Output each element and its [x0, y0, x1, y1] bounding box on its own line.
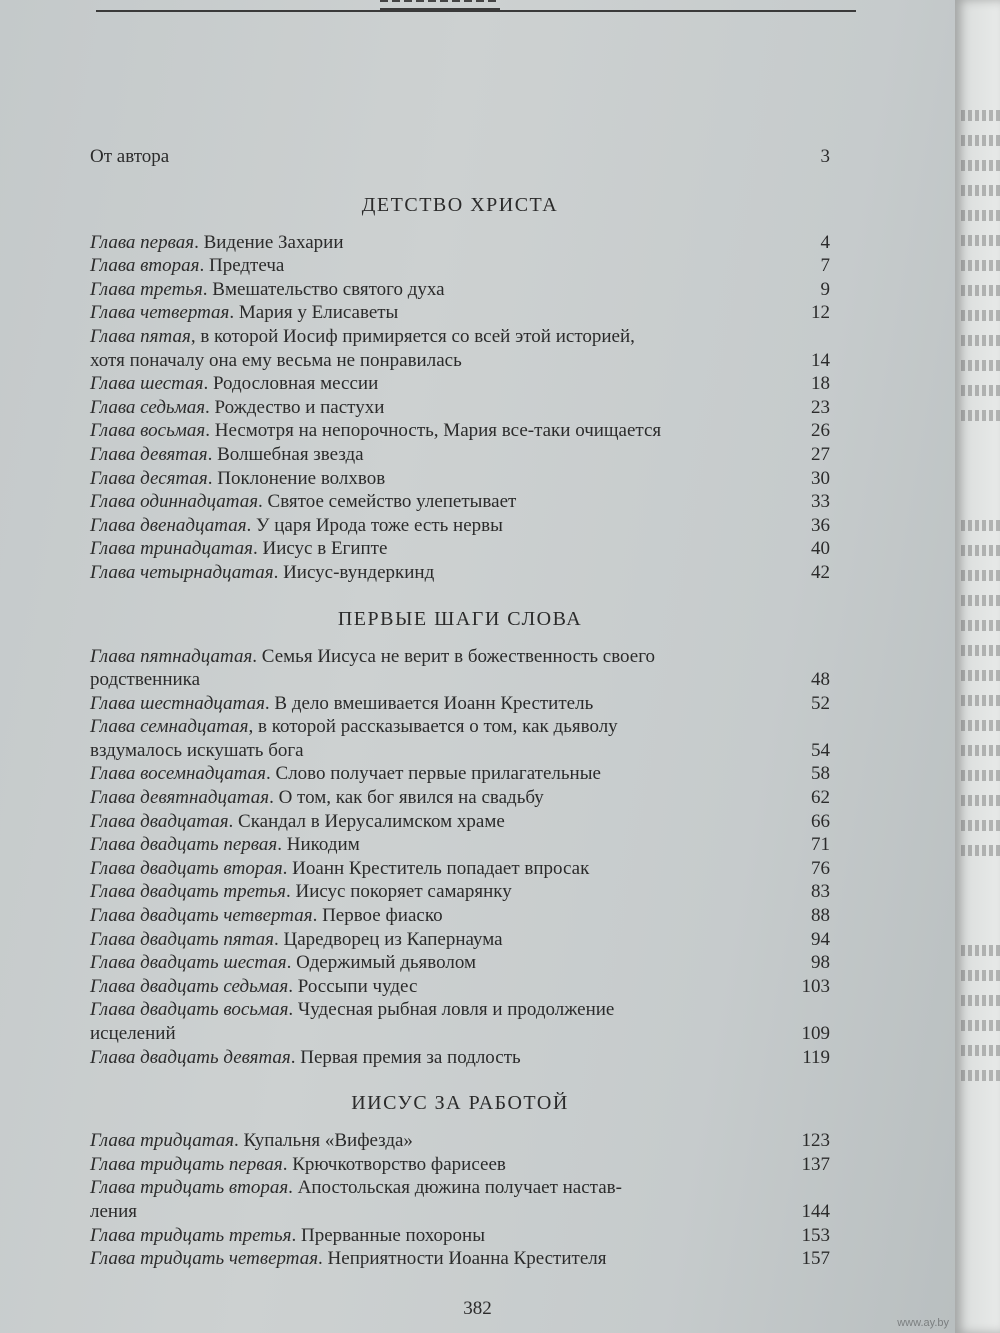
chapter-label: Глава девятая [90, 443, 208, 465]
facing-page-text-fragment [961, 135, 1000, 146]
toc-entry-line [90, 349, 830, 373]
chapter-title: . О том, как бог явился на свадьбу [269, 787, 544, 809]
toc-entry-page: 83 [811, 881, 830, 903]
toc-entry [90, 467, 830, 491]
toc-entry-text [90, 325, 802, 349]
facing-page-text-fragment [961, 1045, 1000, 1056]
toc-entry-page: 26 [811, 420, 830, 442]
facing-page-text-fragment [961, 385, 1000, 396]
toc-entry-page: 30 [811, 467, 830, 489]
chapter-title: ления [90, 1200, 137, 1222]
chapter-label: Глава четвертая [90, 302, 230, 324]
toc-entry [90, 372, 830, 396]
toc-entry-text [90, 254, 802, 278]
toc-entry-page: 88 [811, 905, 830, 927]
chapter-title: . Слово получает первые прилагательные [266, 763, 601, 785]
facing-page-text-fragment [961, 720, 1000, 731]
chapter-title: . Святое семейство улепетывает [258, 491, 517, 513]
facing-page-text-fragment [961, 1020, 1000, 1031]
toc-entry-page: 137 [801, 1153, 830, 1175]
toc-entry-line [90, 928, 830, 952]
chapter-title: . Россыпи чудес [288, 975, 418, 997]
toc-entry [90, 254, 830, 278]
toc-entry-text [90, 857, 802, 881]
chapter-title: . Царедворец из Капернаума [274, 928, 503, 950]
toc-entry-line [90, 739, 830, 763]
facing-page-text-fragment [961, 360, 1000, 371]
toc-entry-line [90, 301, 830, 325]
facing-page-text-fragment [961, 620, 1000, 631]
toc-entry-line [90, 396, 830, 420]
toc-entry [90, 325, 830, 372]
toc-entry-line [90, 325, 830, 349]
chapter-title: , в которой рассказывается о том, как дьяволу [248, 716, 618, 738]
facing-page-text-fragment [961, 260, 1000, 271]
toc-entry-line [90, 1046, 830, 1070]
toc-entry-text [90, 645, 802, 669]
watermark: www.ay.by [897, 1317, 949, 1329]
chapter-label: Глава тридцать вторая [90, 1177, 289, 1199]
toc-entry-page: 119 [802, 1046, 830, 1068]
toc-entry [90, 396, 830, 420]
toc-entry-text [90, 1176, 802, 1200]
toc-entry-line [90, 786, 830, 810]
toc-entry-page: 52 [811, 692, 830, 714]
toc-entry-page: 94 [811, 928, 830, 950]
chapter-label: Глава тридцать третья [90, 1224, 292, 1246]
toc-entry-page: 54 [811, 739, 830, 761]
toc-entry [90, 1247, 830, 1271]
toc-entry-author-preface [90, 145, 830, 169]
toc-entry [90, 833, 830, 857]
chapter-title: . Крючкотворство фарисеев [282, 1153, 506, 1175]
facing-page-text-fragment [961, 595, 1000, 606]
section-heading: ИИСУС ЗА РАБОТОЙ [351, 1092, 569, 1115]
toc-entry [90, 1129, 830, 1153]
toc-entry [90, 1046, 830, 1070]
chapter-title: . Видение Захарии [194, 231, 344, 253]
facing-page-text-fragment [961, 795, 1000, 806]
toc-entry-page: 14 [811, 349, 830, 371]
toc-entry [90, 928, 830, 952]
toc-entry-line [90, 668, 830, 692]
toc-entry [90, 561, 830, 585]
facing-page-text-fragment [961, 310, 1000, 321]
chapter-label: Глава шестнадцатая [90, 692, 265, 714]
toc-entry-text [90, 349, 802, 373]
toc-entry-text [90, 833, 802, 857]
toc-entry-line [90, 278, 830, 302]
chapter-title: . Иоанн Креститель попадает впросак [282, 857, 590, 879]
chapter-title: . Волшебная звезда [207, 443, 364, 465]
chapter-title: . Родословная мессии [203, 373, 379, 395]
chapter-label: Глава двадцать третья [90, 881, 286, 903]
toc-entry-line [90, 762, 830, 786]
toc-entry [90, 301, 830, 325]
toc-entry-page: 3 [820, 146, 830, 167]
chapter-label: Глава девятнадцатая [90, 787, 270, 809]
chapter-title: . Мария у Елисаветы [229, 302, 399, 324]
toc-entry [90, 645, 830, 692]
toc-entry-page: 27 [811, 443, 830, 465]
facing-page-text-fragment [961, 235, 1000, 246]
chapter-label: Глава двадцать шестая [90, 952, 287, 974]
toc-entry-line [90, 254, 830, 278]
toc-entry-page: 12 [811, 302, 830, 324]
toc-entry-text [90, 880, 802, 904]
chapter-label: Глава четырнадцатая [90, 561, 274, 583]
toc-entry-line [90, 857, 830, 881]
toc-entry-text [90, 762, 802, 786]
toc-entry-text [90, 561, 802, 585]
toc-entry [90, 975, 830, 999]
toc-entry-text [90, 443, 802, 467]
toc-entry-line [90, 443, 830, 467]
toc-entry-line [90, 998, 830, 1022]
facing-page-text-fragment [961, 185, 1000, 196]
chapter-title: . Вмешательство святого духа [202, 278, 445, 300]
chapter-title: вздумалось искушать бога [90, 739, 304, 761]
toc-entry-text [90, 231, 802, 255]
facing-page-text-fragment [961, 670, 1000, 681]
toc-entry [90, 904, 830, 928]
chapter-label: Глава тридцатая [90, 1130, 235, 1152]
chapter-title: родственника [90, 669, 201, 691]
toc-entry [90, 514, 830, 538]
toc-entry-text [90, 928, 802, 952]
toc-entry-text [90, 301, 802, 325]
chapter-label: Глава восемнадцатая [90, 763, 267, 785]
toc-entry-text [90, 1153, 802, 1177]
toc-entry-line [90, 1224, 830, 1248]
toc-entry-text [90, 1046, 802, 1070]
toc-entry-page: 144 [801, 1200, 830, 1222]
chapter-title: . Первая премия за подлость [290, 1046, 521, 1068]
chapter-title: . Апостольская дюжина получает настав- [288, 1177, 622, 1199]
chapter-label: Глава тридцать четвертая [90, 1248, 319, 1270]
toc-entry-text [90, 467, 802, 491]
toc-entry [90, 537, 830, 561]
chapter-title: . Иисус в Египте [252, 538, 388, 560]
toc-entry-line [90, 951, 830, 975]
chapter-label: Глава двадцатая [90, 810, 229, 832]
table-of-contents [90, 145, 830, 1271]
toc-entry-text [90, 739, 802, 763]
chapter-label: Глава пятнадцатая [90, 645, 253, 667]
toc-entry [90, 857, 830, 881]
chapter-title: . У царя Ирода тоже есть нервы [246, 514, 503, 536]
toc-entry-page: 9 [820, 278, 830, 300]
chapter-title: . Никодим [277, 834, 360, 856]
chapter-title: . Купальня «Вифезда» [234, 1130, 413, 1152]
facing-page-text-fragment [961, 335, 1000, 346]
toc-entry-line [90, 880, 830, 904]
toc-entry-title: От автора [90, 146, 170, 167]
toc-entry-page: 40 [811, 538, 830, 560]
chapter-title: . Предтеча [199, 255, 285, 277]
toc-entry [90, 419, 830, 443]
toc-entry [90, 762, 830, 786]
facing-page-text-fragment [961, 645, 1000, 656]
facing-page-text-fragment [961, 1070, 1000, 1081]
facing-page-text-fragment [961, 820, 1000, 831]
toc-entry-text [90, 1200, 802, 1224]
chapter-title: . Иисус-вундеркинд [273, 561, 435, 583]
toc-entry-text [90, 1247, 802, 1271]
chapter-label: Глава десятая [90, 467, 208, 489]
chapter-title: исцелений [90, 1023, 176, 1044]
toc-entry-text [90, 1224, 802, 1248]
toc-entry-page: 23 [811, 396, 830, 418]
toc-entry-page: 71 [811, 834, 830, 856]
toc-entry-page: 58 [811, 763, 830, 785]
toc-entry-text [90, 419, 802, 443]
toc-entry [90, 443, 830, 467]
toc-entry-page: 66 [811, 810, 830, 832]
chapter-label: Глава первая [90, 231, 195, 253]
chapter-label: Глава двадцать седьмая [90, 975, 289, 997]
chapter-label: Глава двадцать девятая [90, 1046, 291, 1068]
toc-entry [90, 951, 830, 975]
chapter-title: . В дело вмешивается Иоанн Креститель [264, 692, 594, 714]
toc-entry-page: 98 [811, 952, 830, 974]
toc-entry-page: 109 [801, 1023, 830, 1044]
section-heading: ПЕРВЫЕ ШАГИ СЛОВА [337, 607, 583, 630]
toc-entry-text [90, 372, 802, 396]
toc-entry [90, 1224, 830, 1248]
cropped-running-head [380, 0, 500, 10]
facing-page-text-fragment [961, 285, 1000, 296]
facing-page-text-fragment [961, 745, 1000, 756]
toc-entry [90, 715, 830, 762]
facing-page-text-fragment [961, 945, 1000, 956]
toc-entry-text [90, 975, 802, 999]
toc-entry-text [90, 998, 802, 1022]
facing-page-text-fragment [961, 160, 1000, 171]
chapter-title: . Скандал в Иерусалимском храме [228, 810, 505, 832]
toc-entry-text [90, 278, 802, 302]
toc-entry-line [90, 1200, 830, 1224]
chapter-title: . Прерванные похороны [291, 1224, 485, 1246]
toc-entry-text [90, 810, 802, 834]
toc-entry-line [90, 231, 830, 255]
toc-entry-line [90, 1176, 830, 1200]
toc-entry-text [90, 537, 802, 561]
toc-entry-line [90, 975, 830, 999]
toc-entry-line [90, 561, 830, 585]
chapter-title: . Семья Иисуса не верит в божественность своего [252, 645, 656, 667]
toc-entry [90, 1176, 830, 1223]
toc-entry [90, 880, 830, 904]
chapter-label: Глава семнадцатая [90, 716, 249, 738]
chapter-title: хотя поначалу она ему весьма не понравилась [90, 349, 462, 371]
facing-page-text-fragment [961, 210, 1000, 221]
facing-page-text-fragment [961, 520, 1000, 531]
chapter-label: Глава вторая [90, 255, 200, 277]
facing-page-text-fragment [961, 110, 1000, 121]
toc-entry-line [90, 419, 830, 443]
facing-page-edge [955, 0, 1000, 1333]
toc-entry-text [90, 514, 802, 538]
toc-entry-text [90, 786, 802, 810]
toc-entry-text [90, 715, 802, 739]
toc-entry-line [90, 372, 830, 396]
chapter-label: Глава одиннадцатая [90, 491, 259, 513]
chapter-label: Глава пятая [90, 325, 191, 347]
toc-entry-line [90, 645, 830, 669]
chapter-label: Глава двадцать вторая [90, 857, 283, 879]
toc-entry-line [90, 490, 830, 514]
chapter-label: Глава третья [90, 278, 203, 300]
toc-entry [90, 1153, 830, 1177]
chapter-label: Глава двадцать четвертая [90, 905, 313, 927]
toc-entry [90, 786, 830, 810]
toc-entry-line [90, 467, 830, 491]
chapter-title: . Неприятности Иоанна Крестителя [318, 1248, 607, 1270]
toc-entry [90, 692, 830, 716]
chapter-title: . Рождество и пастухи [205, 396, 385, 418]
section-heading: ДЕТСТВО ХРИСТА [361, 193, 559, 216]
chapter-title: . Поклонение волхвов [207, 467, 386, 489]
toc-entry-page: 76 [811, 857, 830, 879]
toc-entry-text [90, 1022, 802, 1046]
page-number: 382 [463, 1298, 492, 1319]
toc-entry-line [90, 692, 830, 716]
toc-entry [90, 231, 830, 255]
toc-entry-page: 62 [811, 787, 830, 809]
chapter-title: , в которой Иосиф примиряется со всей этой историей, [190, 325, 635, 347]
toc-entry-line [90, 833, 830, 857]
chapter-label: Глава двадцать первая [90, 834, 278, 856]
toc-sections [90, 193, 830, 1271]
toc-entry-page: 36 [811, 514, 830, 536]
toc-entry-page: 7 [820, 255, 830, 277]
toc-entry-text [90, 951, 802, 975]
toc-entry-line [90, 810, 830, 834]
toc-entry-text [90, 904, 802, 928]
toc-entry-page: 18 [811, 373, 830, 395]
toc-entry-page: 153 [801, 1224, 830, 1246]
toc-entry-line [90, 514, 830, 538]
chapter-label: Глава двенадцатая [90, 514, 247, 536]
toc-entry-text [90, 490, 802, 514]
top-rule [96, 10, 856, 12]
facing-page-text-fragment [961, 545, 1000, 556]
chapter-label: Глава двадцать пятая [90, 928, 274, 950]
toc-entry-line [90, 1022, 830, 1046]
chapter-title: . Чудесная рыбная ловля и продолжение [288, 999, 615, 1021]
toc-entry-page: 42 [811, 561, 830, 583]
toc-entry-page: 4 [820, 231, 830, 253]
toc-entry-page: 48 [811, 669, 830, 691]
chapter-title: . Иисус покоряет самарянку [285, 881, 512, 903]
facing-page-text-fragment [961, 410, 1000, 421]
chapter-label: Глава шестая [90, 373, 204, 395]
chapter-label: Глава тринадцатая [90, 538, 253, 560]
toc-entry-line [90, 1129, 830, 1153]
chapter-label: Глава восьмая [90, 420, 206, 442]
toc-entry-line [90, 537, 830, 561]
chapter-title: . Первое фиаско [312, 905, 443, 927]
facing-page-text-fragment [961, 695, 1000, 706]
chapter-label: Глава седьмая [90, 396, 206, 418]
toc-entry-line [90, 1153, 830, 1177]
toc-entry [90, 810, 830, 834]
toc-entry-page: 157 [801, 1248, 830, 1270]
toc-entry-text [90, 668, 802, 692]
toc-entry-page: 33 [811, 491, 830, 513]
chapter-label: Глава двадцать восьмая [90, 999, 289, 1021]
toc-entry [90, 998, 830, 1045]
facing-page-text-fragment [961, 570, 1000, 581]
toc-entry-line [90, 1247, 830, 1271]
facing-page-text-fragment [961, 845, 1000, 856]
toc-entry-line [90, 904, 830, 928]
toc-entry-page: 123 [801, 1130, 830, 1152]
toc-entry-page: 103 [801, 975, 830, 997]
toc-entry-text [90, 1129, 802, 1153]
toc-entry [90, 278, 830, 302]
facing-page-text-fragment [961, 770, 1000, 781]
toc-entry-line [90, 715, 830, 739]
facing-page-text-fragment [961, 995, 1000, 1006]
toc-entry-text [90, 396, 802, 420]
facing-page-text-fragment [961, 970, 1000, 981]
toc-entry [90, 490, 830, 514]
chapter-title: . Одержимый дьяволом [286, 952, 477, 974]
toc-entry-text [90, 692, 802, 716]
chapter-label: Глава тридцать первая [90, 1153, 283, 1175]
chapter-title: . Несмотря на непорочность, Мария все-таки очищается [205, 420, 662, 442]
